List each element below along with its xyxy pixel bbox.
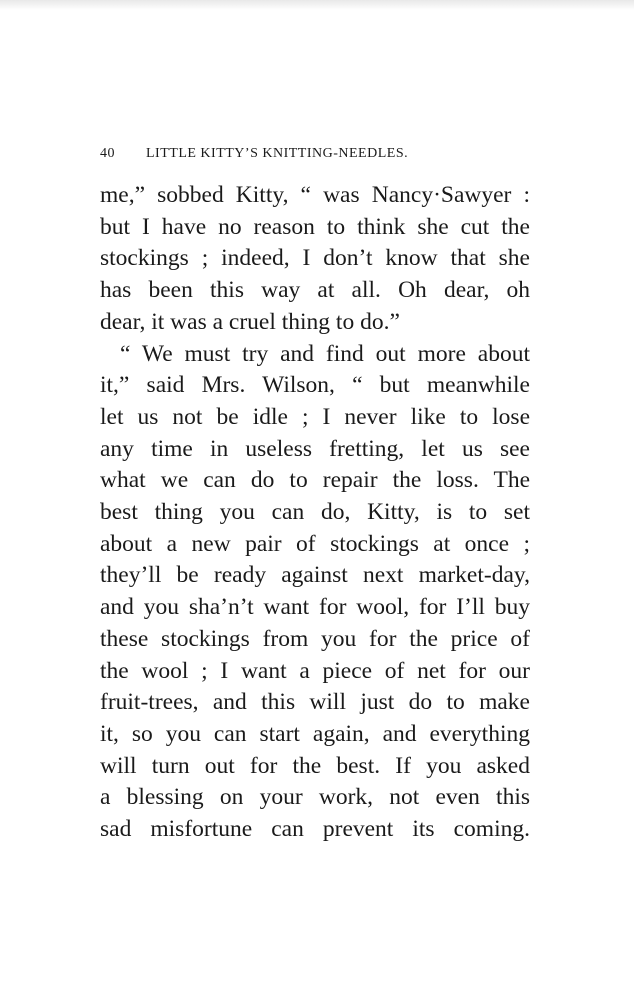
text-line: but I have no reason to think she cut the — [100, 213, 530, 240]
text-line: the wool ; I want a piece of net for our — [100, 657, 530, 684]
text-line: it, so you can start again, and everything — [100, 720, 530, 747]
running-title: LITTLE KITTY’S KNITTING-NEEDLES. — [146, 146, 409, 161]
text-line: and you sha’n’t want for wool, for I’ll buy — [100, 594, 530, 621]
text-line: these stockings from you for the price of — [100, 625, 530, 652]
text-line: a blessing on your work, not even this — [100, 784, 530, 811]
text-line: about a new pair of stockings at once ; — [100, 530, 530, 557]
text-line: let us not be idle ; I never like to lose — [100, 403, 530, 430]
text-line: what we can do to repair the loss. The — [100, 467, 530, 494]
body-text — [100, 180, 530, 846]
text-line: has been this way at all. Oh dear, oh — [100, 277, 530, 304]
text-line: will turn out for the best. If you asked — [100, 752, 530, 779]
text-line: me,” sobbed Kitty, “ was Nancy·Sawyer : — [100, 182, 530, 208]
text-line: “ We must try and find out more about — [120, 340, 530, 367]
text-line: any time in useless fretting, let us see — [100, 435, 530, 462]
text-line: sad misfortune can prevent its coming. — [100, 816, 530, 843]
page-number: 40 — [100, 146, 115, 161]
text-line: fruit-trees, and this will just do to make — [100, 689, 530, 716]
page-top-edge — [0, 0, 634, 10]
text-line: best thing you can do, Kitty, is to set — [100, 499, 530, 526]
text-line: it,” said Mrs. Wilson, “ but meanwhile — [100, 372, 530, 399]
running-head — [100, 142, 530, 168]
text-line: dear, it was a cruel thing to do.” — [100, 308, 400, 335]
text-line: stockings ; indeed, I don’t know that she — [100, 245, 530, 272]
text-line: they’ll be ready against next market-day, — [100, 562, 530, 589]
book-page — [100, 142, 530, 846]
